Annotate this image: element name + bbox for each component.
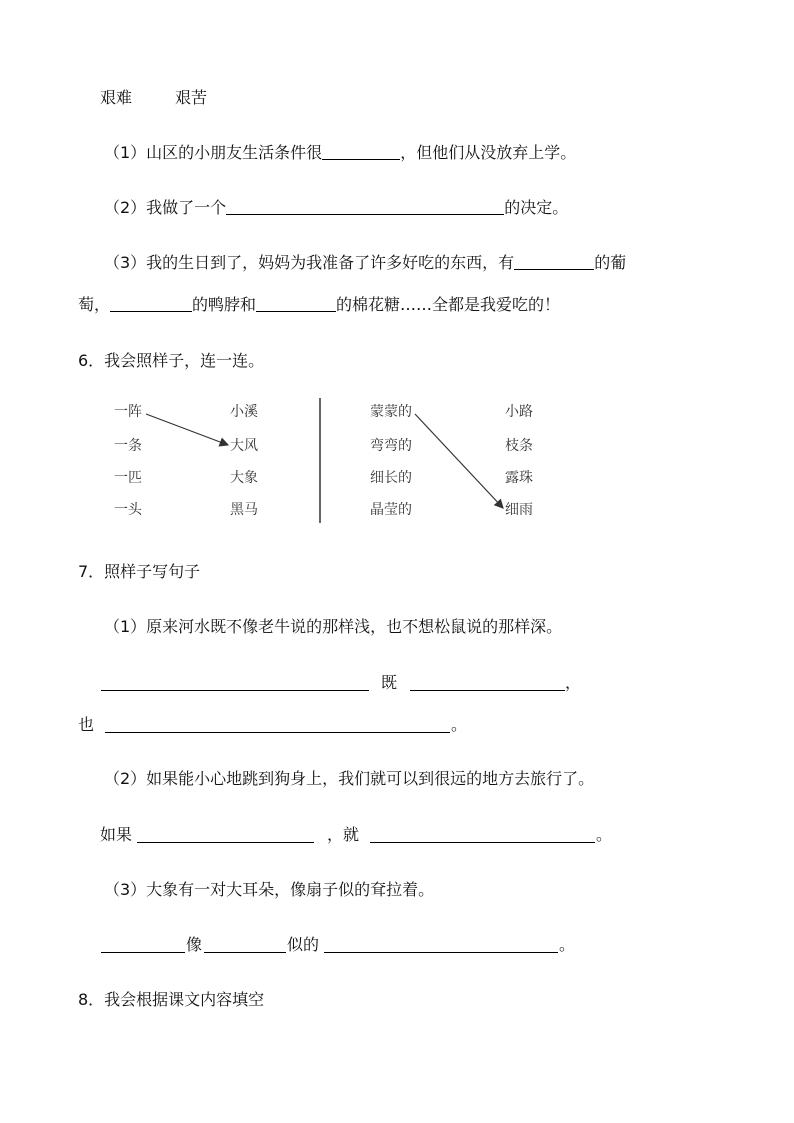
q6-left-col1-3: 一头 <box>114 502 142 518</box>
q7-e1-blank-2[interactable] <box>410 690 565 691</box>
q6-right-col1-1: 弯弯的 <box>370 438 412 454</box>
q5-s2-blank[interactable] <box>226 198 504 215</box>
q6-left-col2-1: 大风 <box>230 438 258 454</box>
q6-left-col1-2: 一匹 <box>114 470 142 486</box>
q6-matching-box <box>100 395 560 525</box>
q5-s3-after: 的葡 <box>594 253 627 272</box>
q6-right-col2-1: 枝条 <box>505 438 533 454</box>
q7-e3-xiang: 像 <box>186 935 203 954</box>
q5-s2-after: 的决定。 <box>504 198 569 217</box>
q5-s3-blank-3[interactable] <box>256 295 336 312</box>
q7-e2-blank-1[interactable] <box>137 842 314 843</box>
q7-e1-comma: ， <box>565 673 582 692</box>
q6-right-col2-0: 小路 <box>505 404 533 420</box>
q6-right-col1-0: 蒙蒙的 <box>370 404 412 420</box>
q6-example-arrow-right <box>415 414 503 508</box>
q7-e3-blank-1[interactable] <box>101 952 185 953</box>
q7-e3-blank-3[interactable] <box>324 952 558 953</box>
q7-e2-period: 。 <box>596 825 613 844</box>
q7-e3-period: 。 <box>559 935 576 954</box>
q6-left-col1-0: 一阵 <box>114 404 142 420</box>
q7-e1-ye: 也 <box>78 715 95 734</box>
q5-s3-blank-2[interactable] <box>110 295 192 312</box>
q7-e1-blank-1[interactable] <box>101 690 369 691</box>
q6-title: 6．我会照样子，连一连。 <box>78 351 265 370</box>
q6-left-col2-0: 小溪 <box>230 404 258 420</box>
q7-e3-blank-2[interactable] <box>204 952 286 953</box>
q5-sentence-3-line1 <box>104 253 626 273</box>
q7-e3-sidi: 似的 <box>287 935 320 954</box>
q5-s3-line2-start: 萄， <box>78 295 111 314</box>
q7-example-3: （3）大象有一对大耳朵，像扇子似的耷拉着。 <box>104 880 435 899</box>
q7-example-1: （1）原来河水既不像老牛说的那样浅，也不想松鼠说的那样深。 <box>104 617 563 636</box>
q5-s3-line2-mid: 的鸭脖和 <box>192 295 257 314</box>
q5-s1-blank[interactable] <box>322 143 400 160</box>
q7-e2-jiu: ，就 <box>327 825 360 844</box>
q6-left-col2-3: 黑马 <box>230 502 258 518</box>
q5-s1-before: （1）山区的小朋友生活条件很 <box>104 143 323 162</box>
q5-sentence-3-line2 <box>78 295 560 315</box>
q6-left-col1-1: 一条 <box>114 438 142 454</box>
word-option-1: 艰难 <box>100 88 133 107</box>
q5-s2-before: （2）我做了一个 <box>104 198 227 217</box>
q8-title: 8．我会根据课文内容填空 <box>78 990 265 1009</box>
q7-e2-blank-2[interactable] <box>370 842 595 843</box>
q6-right-col2-3: 细雨 <box>505 502 533 518</box>
q5-sentence-1 <box>104 143 576 163</box>
q6-connector-lines <box>100 395 560 525</box>
q6-example-arrow-left <box>146 414 228 445</box>
q7-e2-ruguo: 如果 <box>100 825 133 844</box>
q5-s3-before: （3）我的生日到了，妈妈为我准备了许多好吃的东西，有 <box>104 253 515 272</box>
q5-s3-line2-after: 的棉花糖……全都是我爱吃的！ <box>336 295 561 314</box>
q6-right-col2-2: 露珠 <box>505 470 533 486</box>
q7-e1-blank-3[interactable] <box>105 732 450 733</box>
q7-title: 7．照样子写句子 <box>78 562 201 581</box>
q5-s3-blank-1[interactable] <box>514 253 594 270</box>
word-option-2: 艰苦 <box>175 88 208 107</box>
q6-right-col1-2: 细长的 <box>370 470 412 486</box>
q5-s1-after: ，但他们从没放弃上学。 <box>400 143 577 162</box>
q6-right-col1-3: 晶莹的 <box>370 502 412 518</box>
q5-sentence-2 <box>104 198 568 218</box>
q7-e1-period: 。 <box>451 715 468 734</box>
q7-e1-ji: 既 <box>381 673 398 692</box>
q6-left-col2-2: 大象 <box>230 470 258 486</box>
q7-example-2: （2）如果能小心地跳到狗身上，我们就可以到很远的地方去旅行了。 <box>104 769 595 788</box>
